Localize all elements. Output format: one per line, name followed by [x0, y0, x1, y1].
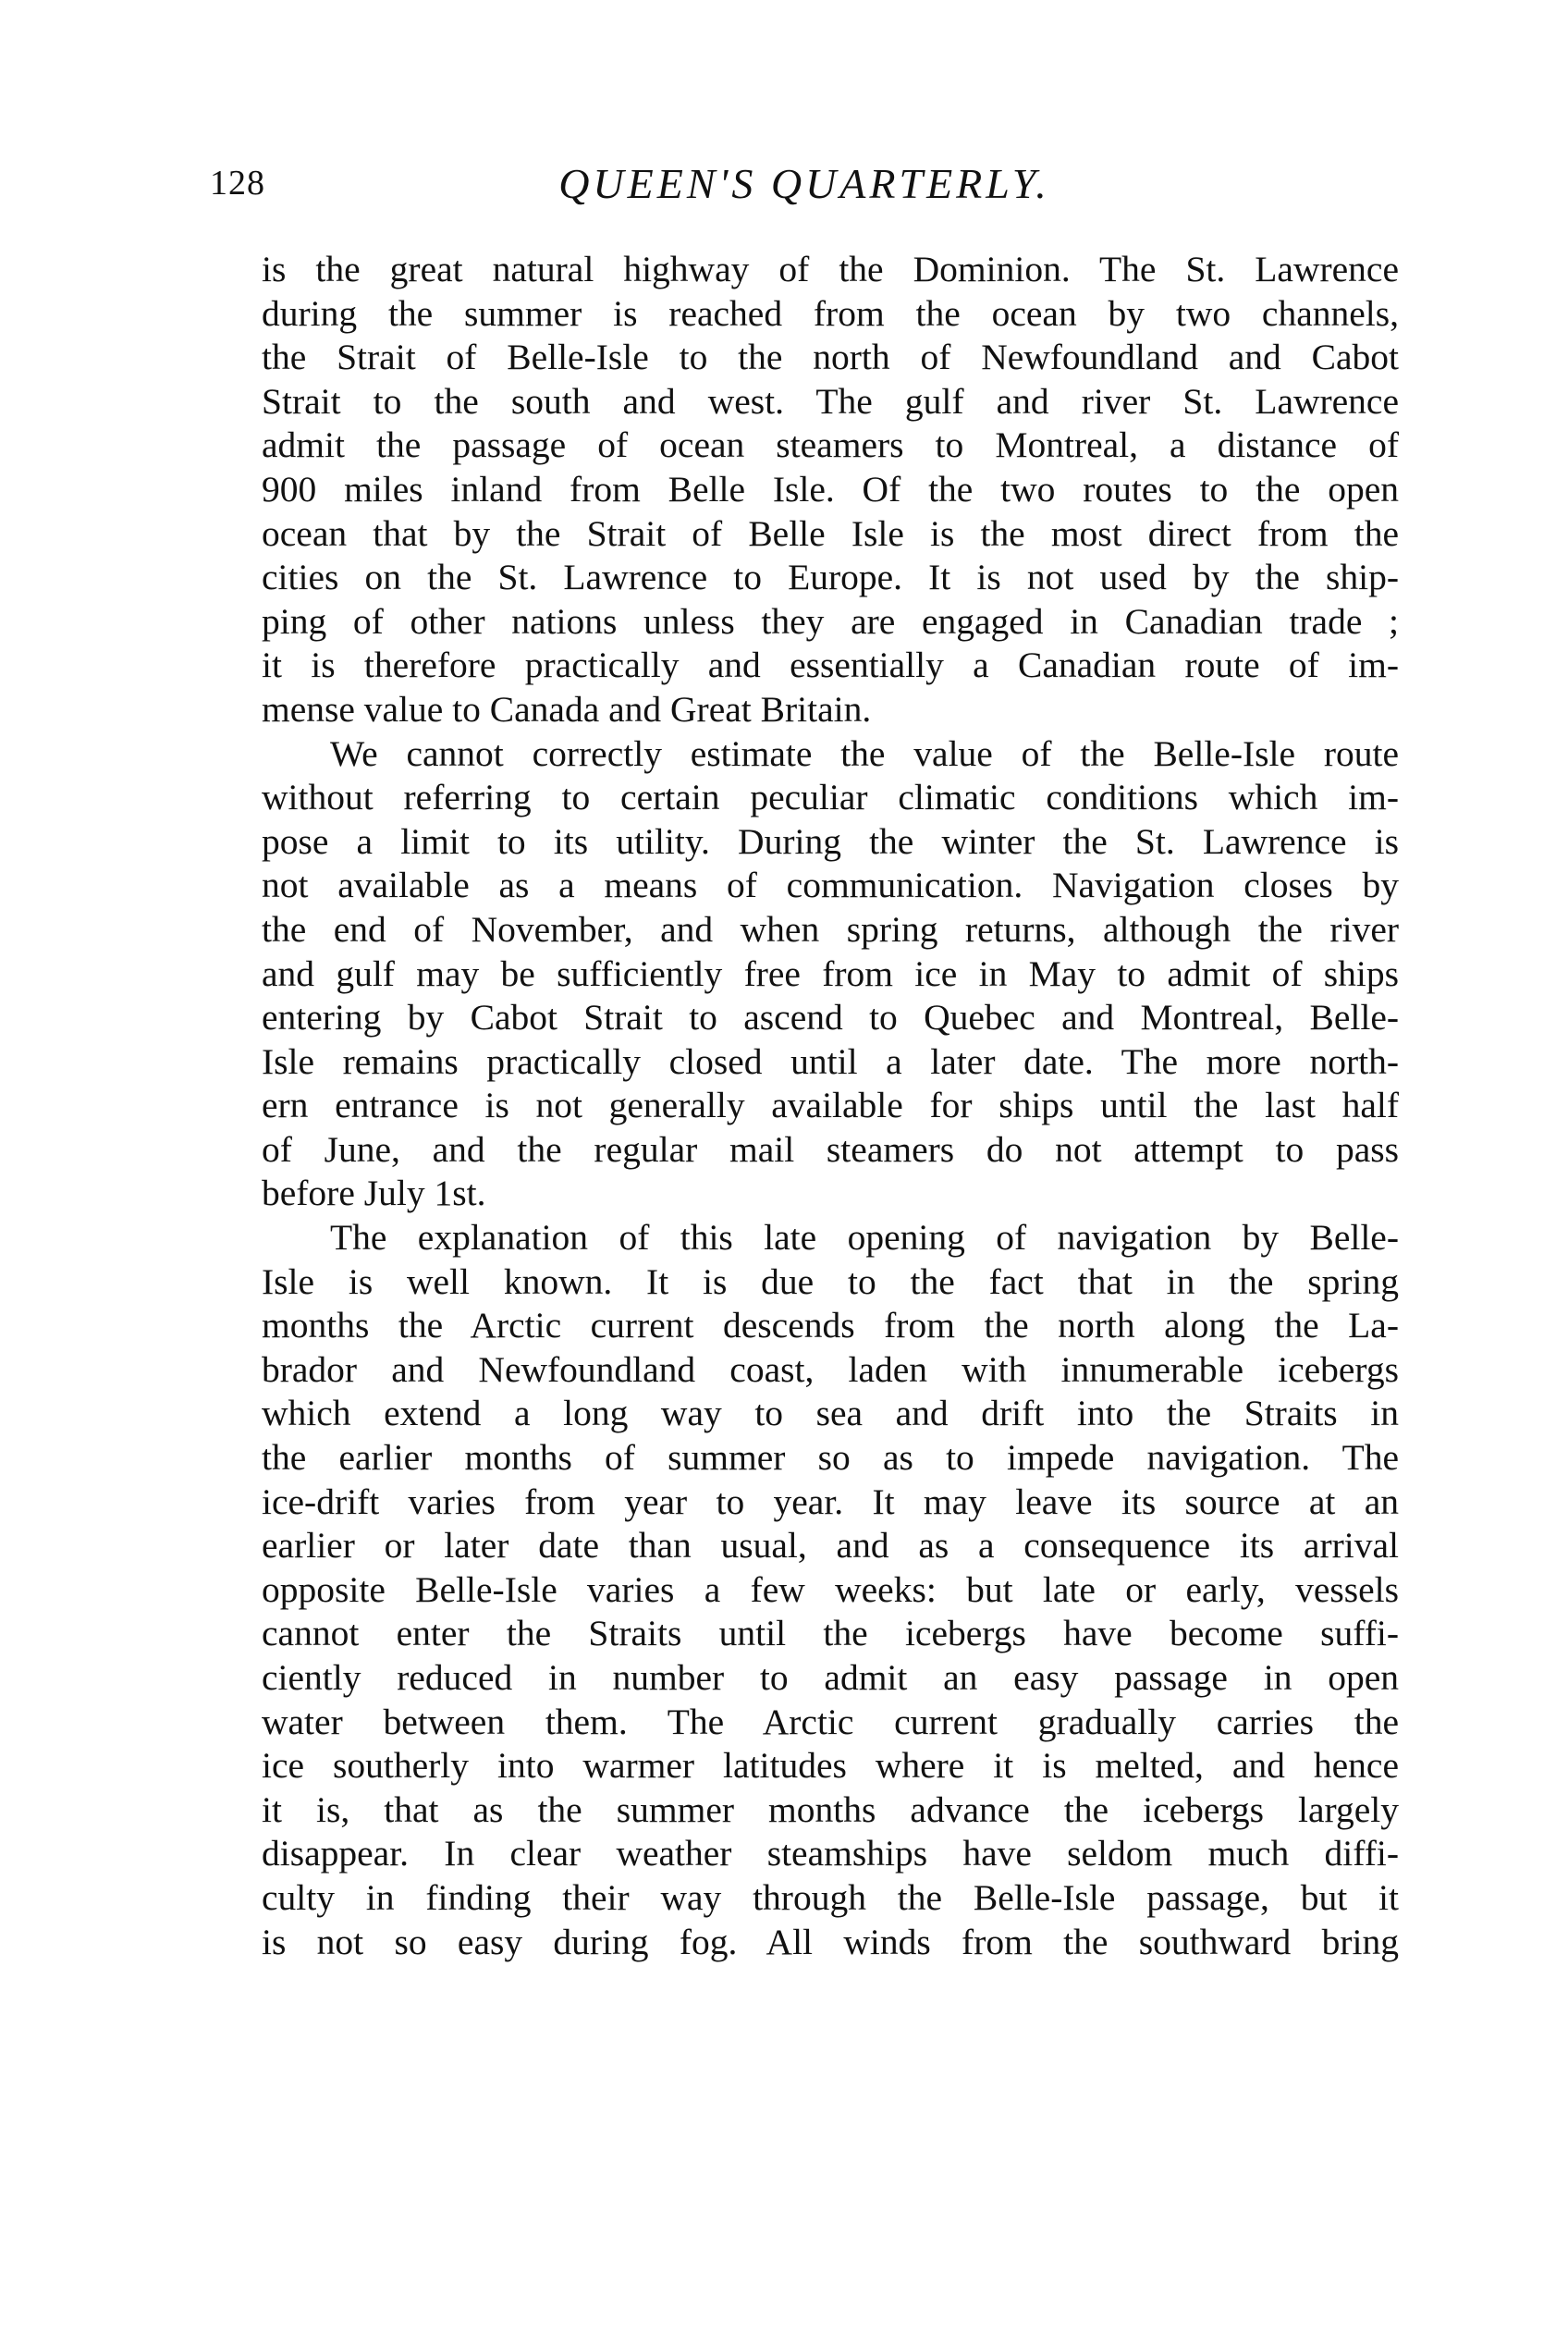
- page-number: 128: [210, 164, 265, 203]
- text-line: not available as a means of communication. Navigation closes by: [262, 865, 1399, 906]
- text-line: it is therefore practically and essentially a Canadian route of im-: [262, 645, 1399, 686]
- paragraph: [262, 732, 1399, 1217]
- text-line: Isle is well known. It is due to the fact that in the spring: [262, 1260, 1399, 1302]
- page-header: [210, 155, 1399, 220]
- text-line: the Strait of Belle-Isle to the north of Newfoundland and Cabot: [262, 337, 1399, 378]
- text-line: earlier or later date than usual, and as a consequence its arrival: [262, 1525, 1399, 1567]
- text-line: cities on the St. Lawrence to Europe. It is not used by the ship-: [262, 557, 1399, 598]
- body-text: [262, 248, 1399, 1964]
- text-line: entering by Cabot Strait to ascend to Quebec and Montreal, Belle-: [262, 997, 1399, 1038]
- text-line: of June, and the regular mail steamers do not attempt to pass: [262, 1128, 1399, 1170]
- text-line: which extend a long way to sea and drift into the Straits in: [262, 1393, 1399, 1434]
- text-line: mense value to Canada and Great Britain.: [262, 688, 872, 730]
- text-line: water between them. The Arctic current gradually carries the: [262, 1701, 1399, 1742]
- text-line: ping of other nations unless they are engaged in Canadian trade ;: [262, 600, 1399, 642]
- text-line: admit the passage of ocean steamers to Montreal, a distance of: [262, 424, 1399, 466]
- text-line: brador and Newfoundland coast, laden with innumerable icebergs: [262, 1348, 1399, 1390]
- text-line: Isle remains practically closed until a later date. The more north-: [262, 1040, 1399, 1082]
- text-line: ocean that by the Strait of Belle Isle is the most direct from the: [262, 512, 1399, 554]
- text-line: disappear. In clear weather steamships have seldom much diffi-: [262, 1833, 1399, 1874]
- text-line: Strait to the south and west. The gulf and river St. Lawrence: [262, 380, 1399, 422]
- text-line: opposite Belle-Isle varies a few weeks: but late or early, vessels: [262, 1568, 1399, 1610]
- text-line: months the Arctic current descends from the north along the La-: [262, 1305, 1399, 1346]
- text-line: cannot enter the Straits until the icebergs have become suffi-: [262, 1613, 1399, 1654]
- text-line: 900 miles inland from Belle Isle. Of the two routes to the open: [262, 468, 1399, 510]
- text-line: the end of November, and when spring returns, although the river: [262, 908, 1399, 950]
- text-line: ciently reduced in number to admit an easy passage in open: [262, 1657, 1399, 1698]
- text-line: during the summer is reached from the ocean by two channels,: [262, 292, 1399, 334]
- text-line: without referring to certain peculiar climatic conditions which im-: [262, 777, 1399, 818]
- paragraph: [262, 1216, 1399, 1964]
- text-line: The explanation of this late opening of navigation by Belle-: [330, 1217, 1399, 1259]
- text-line: is not so easy during fog. All winds from the southward bring: [262, 1921, 1399, 1962]
- text-line: the earlier months of summer so as to impede navigation. The: [262, 1437, 1399, 1479]
- text-line: is the great natural highway of the Dominion. The St. Lawrence: [262, 249, 1399, 289]
- text-line: ice southerly into warmer latitudes where it is melted, and hence: [262, 1745, 1399, 1787]
- paragraph: [262, 248, 1399, 732]
- text-line: culty in finding their way through the Belle-Isle passage, but it: [262, 1876, 1399, 1918]
- text-line: We cannot correctly estimate the value of the Belle-Isle route: [330, 732, 1399, 774]
- text-line: ice-drift varies from year to year. It may leave its source at an: [262, 1481, 1399, 1522]
- text-line: pose a limit to its utility. During the winter the St. Lawrence is: [262, 820, 1399, 862]
- text-line: before July 1st.: [262, 1173, 486, 1214]
- running-head: QUEEN'S QUARTERLY.: [558, 160, 1050, 207]
- text-line: it is, that as the summer months advance the icebergs largely: [262, 1788, 1399, 1830]
- text-line: ern entrance is not generally available for ships until the last half: [262, 1085, 1399, 1126]
- text-line: and gulf may be sufficiently free from ice in May to admit of ships: [262, 952, 1399, 994]
